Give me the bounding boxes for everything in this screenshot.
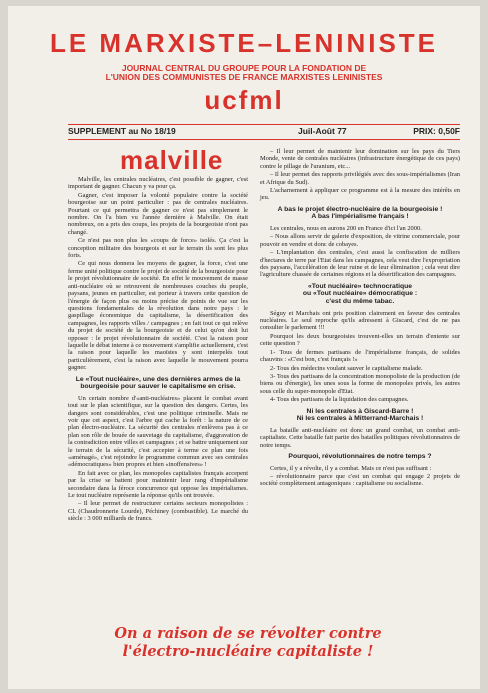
heading-line: Ni les centrales à Mitterrand-Marchais ! xyxy=(296,415,424,423)
paragraph: – Il leur permet des rapports privilégiés avec des sous-impérialismes (Iran et Afrique du Sud). xyxy=(260,171,460,186)
masthead-subtitle xyxy=(68,64,420,82)
right-column xyxy=(260,148,460,618)
heading-line: ou «Tout nucléaire» démocratique : xyxy=(302,290,418,298)
issue-info-bar xyxy=(68,124,460,140)
paragraph: – Nous allons servir de galerie d'exposition, de vitrine commerciale, pour pouvoir en vendre et donc de cobayes. xyxy=(260,233,460,248)
subtitle-line-1: JOURNAL CENTRAL DU GROUPE POUR LA FONDATION DE xyxy=(121,63,367,73)
heading-line: c'est du même tabac. xyxy=(325,298,395,306)
section-heading: Pourquoi, révolutionnaires de notre temps ? xyxy=(288,452,432,460)
paragraph: 2- Tous des médecins voulant sauver le capitalisme malade. xyxy=(270,364,423,372)
heading-line: A bas le projet électro-nucléaire de la bourgeoisie ! xyxy=(277,205,443,213)
paragraph: En fait avec ce plan, les monopoles capitalistes français accepent par la crise se battent pour maintenir leur rang d'impérialisme secondaire dans la féroce concurrence qui oppose les impérialismes. Le tout nucléaire représente la réponse qu'ils ont trouvée. xyxy=(68,469,248,500)
section-heading xyxy=(260,408,460,423)
paragraph: Séguy et Marchais ont pris position clairement en faveur des centrales nucléaires. Le seul reproche qu'ils adressent à Giscard, c'est de ne pas consulter le parlement !!! xyxy=(260,309,460,332)
section-heading xyxy=(260,283,460,306)
paragraph: Ce n'est pas non plus les «coups de force» isolés. Ça c'est la conception militaire des bourgeois et sur le terrain ils sont les plus forts. xyxy=(68,237,248,260)
price-label: PRIX: 0,50F xyxy=(413,126,460,136)
paragraph: La bataille anti-nucléaire est donc un grand combat, un combat anti-capitaliste. Cette bataille fait partie des batailles politiques révolutionnaires de notre temps. xyxy=(260,426,460,449)
bottom-slogan xyxy=(38,625,458,661)
paragraph: – Il leur permet de maintenir leur domination sur les pays du Tiers Monde, vente de centrales nucléaires (infrastructure énergétique de ces pays) contre le pillage de l'uranium, etc... xyxy=(260,148,460,170)
paragraph: Pourquoi les deux bourgeoisies trouvent-elles un terrain d'entente sur cette question ? xyxy=(260,332,460,348)
supplement-label: SUPPLEMENT au No 18/19 xyxy=(68,126,176,136)
paragraph: Un certain nombre d'«anti-nucléaires» placent le combat avant tout sur le plan scientifique, sur la question des dangers. Certes, les dangers sont considérables, c'est une politique criminelle. Mais ne voir que cet aspect, c'est l'arbre qui cache la forêt : la nature de ce plan électro-nucléaire. La sécurité des centrales n'enlèvera pas à ce plan son rôle de bouée de sauvetage du capitalisme, d'aggravation de la contradiction entre villes et campagnes ; et se battre uniquement sur le terrain de la sécurité, c'est accepter à terme ce plan une fois «aménagé», c'est rejoindre le programme commun avec ses centrales «démocratiques» bien propres et bien «inoffensives» ! xyxy=(68,394,248,469)
paragraph: Les centrales, nous en aurons 200 en France d'ici l'an 2000. xyxy=(270,225,422,233)
slogan-line-2: l'électro-nucléaire capitaliste ! xyxy=(122,643,374,660)
paragraph: 3- Tous des partisans de la concentration monopoliste de la production (de biens ou d'énergie), les unes sous la forme de monopoles privés, les autres sous celle du super-monopole d'Etat. xyxy=(260,372,460,395)
masthead-title: LE MARXISTE–LENINISTE xyxy=(49,28,439,58)
paragraph: L'acharnement à appliquer ce programme est à la mesure des intérêts en jeu. xyxy=(260,187,460,202)
paragraph: – révolutionnaire parce que c'est un combat qui engage 2 projets de société complètement antagoniques : capitalisme ou socialisme. xyxy=(260,472,460,488)
left-column xyxy=(68,176,248,616)
heading-line: A bas l'impérialisme français ! xyxy=(311,213,409,221)
section-heading xyxy=(260,206,460,221)
paragraph: Ce qui nous donnera les moyens de gagner, la force, c'est une ferme unité politique contre le projet de société de la bourgeoisie pour le projet révolutionnaire de société. En effet le mouvement de masse anti-nucléaire où se retrouvent de nombreuses couches du peuple, paysans, jeunes en particulier, est porteur à travers cette question de l'énergie de façon plus ou moins précise de points de vue sur les questions fondamentales de la révolution dans notre pays : le gaspillage économique du capitalisme, la désertification des campagnes, les rapports villes / campagnes ; en fait tout ce qui relève du projet de société de la bourgeoisie et de celui qu'on doit lui opposer : le projet révolutionnaire de société. C'est la raison pour laquelle le débat interne à ce mouvement s'amplifie actuellement, c'est la raison pour laquelle les maoïstes y sont interpelés tout particulièrement, c'est la raison avec laquelle le mouvement pourra gagner. xyxy=(68,260,248,372)
headline-malville: malville xyxy=(120,145,224,175)
slogan-line-1: On a raison de se révolter contre xyxy=(114,625,382,642)
heading-line: Ni les centrales à Giscard-Barre ! xyxy=(306,407,414,415)
ucfml-logo: ucfml xyxy=(204,85,284,115)
paragraph: – Il leur permet de restructurer certains secteurs monopolistes : CL (Chaudronnerie Lourde), Péchiney (combustible). Le marché du siècle : 3 000 milliards de francs. xyxy=(68,500,248,523)
subtitle-line-2: L'UNION DES COMMUNISTES DE FRANCE MARXISTES LENINISTES xyxy=(105,72,383,82)
newspaper-page xyxy=(8,6,480,689)
paragraph: 4- Tous des partisans de la liquidation des campagnes. xyxy=(270,396,409,404)
paragraph: Gagner, c'est imposer la volonté populaire contre la société bourgeoise sur un point particulier : pas de centrales nucléaires. Pourtant ce qui permettra de gagner ce n'est pas simplement le nombre. On l'a bien vu l'année dernière à Malville. On était nombreux, on a pris des coups, les projets de la bourgeoisie n'ont pas changé. xyxy=(68,191,248,236)
paragraph: Malville, les centrales nucléaires, c'est possible de gagner, c'est important de gagner. Chacun y va pour ça. xyxy=(68,176,248,191)
paragraph: – L'implantation des centrales, c'est aussi la confiscation de milliers d'hectares de terre par l'Etat dans les campagnes, cela veut dire l'expropriation des paysans, l'accélération de leur ruine et de leur élimination ; cela veut dire l'agriculture chassée de certaines régions et la désertification des campagnes. xyxy=(260,249,460,279)
section-heading: Le «Tout nucléaire», une des dernières armes de la bourgeoisie pour sauver le capitalisme en crise. xyxy=(75,375,241,391)
issue-date: Juil-Août 77 xyxy=(298,126,347,136)
paragraph: Certes, il y a révolte, il y a combat. Mais ce n'est pas suffisant : xyxy=(270,464,432,472)
paragraph: 1- Tous de fermes partisans de l'impérialisme français, de solides chauvins : «C'est bon, c'est français !» xyxy=(260,348,460,364)
heading-line: «Tout nucléaire» technocratique xyxy=(307,282,413,290)
